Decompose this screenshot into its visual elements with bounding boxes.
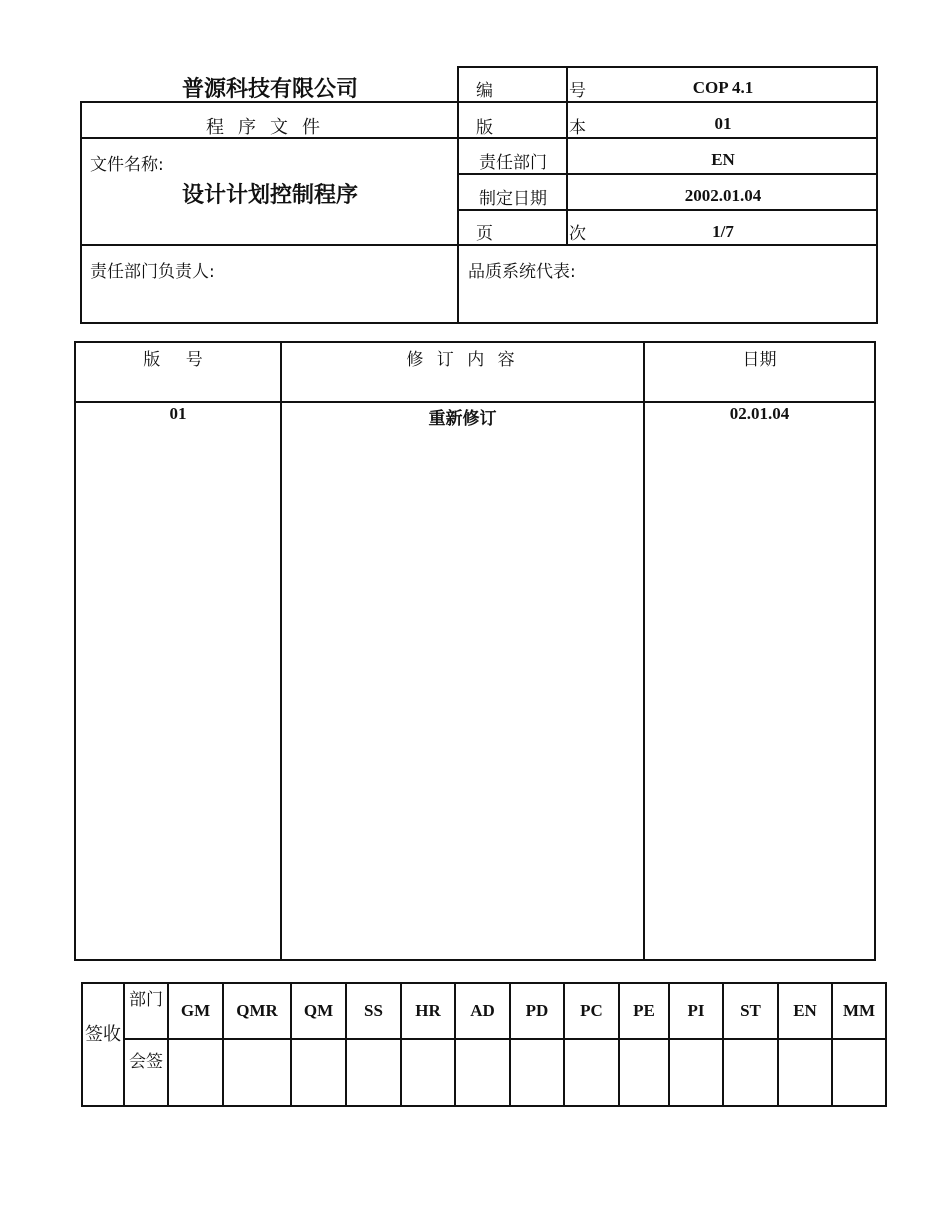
version-value: 01 — [714, 114, 732, 133]
dept-qm: QM — [303, 1001, 334, 1020]
page-value: 1/7 — [712, 222, 734, 241]
revision-date-cell: 02.01.04 — [729, 404, 790, 423]
countersign-label: 会签 — [129, 1052, 163, 1072]
revision-content-column-header: 修 订 内 容 — [406, 350, 519, 370]
version-label: 版本 — [476, 118, 586, 138]
dept-mm: MM — [842, 1001, 876, 1020]
page-label: 页次 — [476, 224, 586, 244]
dept-ad: AD — [470, 1001, 495, 1020]
dept-pd: PD — [525, 1001, 549, 1020]
date-column-header: 日期 — [742, 350, 777, 370]
dept-pe: PE — [633, 1001, 655, 1020]
document-type: 程序文件 — [206, 117, 334, 138]
revision-content-cell: 重新修订 — [428, 409, 497, 429]
company-name: 普源科技有限公司 — [181, 77, 358, 102]
quality-system-rep-label: 品质系统代表: — [468, 262, 576, 282]
version-column-header: 版 号 — [143, 350, 213, 370]
file-name-label: 文件名称: — [90, 155, 164, 175]
revision-version-cell: 01 — [169, 404, 187, 423]
responsible-dept-value: EN — [711, 150, 735, 169]
doc-number-label: 编号 — [476, 81, 586, 101]
doc-number-value: COP 4.1 — [692, 78, 754, 97]
dept-pc: PC — [580, 1001, 603, 1020]
dept-qmr: QMR — [236, 1001, 278, 1020]
department-label: 部门 — [129, 990, 163, 1010]
dept-en: EN — [793, 1001, 817, 1020]
issue-date-value: 2002.01.04 — [684, 186, 762, 205]
dept-hr: HR — [415, 1001, 441, 1020]
document-title: 设计计划控制程序 — [181, 183, 358, 208]
responsible-dept-head-label: 责任部门负责人: — [90, 262, 215, 282]
dept-pi: PI — [687, 1001, 705, 1020]
dept-ss: SS — [364, 1001, 383, 1020]
issue-date-label: 制定日期 — [479, 189, 547, 209]
signoff-label: 签收 — [85, 1024, 121, 1045]
responsible-dept-label: 责任部门 — [479, 153, 547, 173]
dept-gm: GM — [180, 1001, 211, 1020]
dept-st: ST — [740, 1001, 761, 1020]
